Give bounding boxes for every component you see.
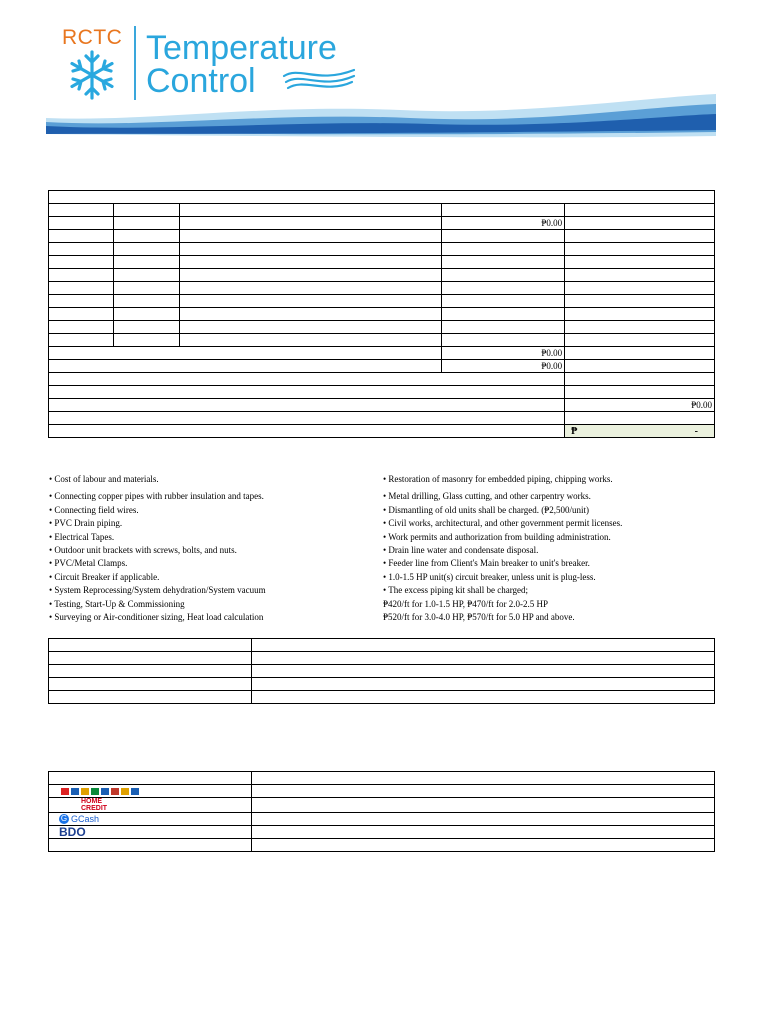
table-row (49, 243, 715, 256)
table-row (49, 772, 715, 785)
list-item: ₱520/ft for 3.0-4.0 HP, ₱570/ft for 5.0 HP and above. (383, 612, 575, 623)
table-row (49, 308, 715, 321)
payment-table (48, 771, 715, 852)
table-row (49, 282, 715, 295)
list-item: • Work permits and authorization from building administration. (383, 531, 611, 542)
table-row (49, 334, 715, 347)
bdo-logo: BDO (59, 824, 86, 839)
summary-row (49, 399, 715, 412)
total-row (49, 425, 715, 438)
brand-title-line1: Temperature (146, 29, 337, 67)
list-item: • PVC/Metal Clamps. (49, 558, 128, 569)
table-row (49, 256, 715, 269)
list-item: • PVC Drain piping. (49, 518, 123, 529)
table-row (49, 798, 715, 813)
table-row (49, 826, 715, 839)
table-row (49, 321, 715, 334)
table-row (49, 839, 715, 852)
list-item: • 1.0-1.5 HP unit(s) circuit breaker, unless unit is plug-less. (383, 571, 596, 582)
table-row (49, 785, 715, 798)
table-row (49, 269, 715, 282)
table-row (49, 665, 715, 678)
table-row (49, 678, 715, 691)
list-item: • Surveying or Air-conditioner sizing, Heat load calculation (49, 612, 264, 623)
total-currency: ₱ (571, 425, 578, 437)
item-amount: ₱0.00 (442, 217, 565, 230)
list-item: • Restoration of masonry for embedded piping, chipping works. (383, 474, 613, 484)
summary-row (49, 386, 715, 399)
brand-divider (134, 26, 136, 100)
header-wave-banner (0, 92, 768, 150)
table-row (49, 217, 715, 230)
list-item: • Circuit Breaker if applicable. (49, 571, 160, 582)
subtotal-row-2 (49, 360, 715, 373)
page-header (0, 0, 768, 150)
wind-waves-icon (282, 64, 356, 94)
list-item: • Connecting copper pipes with rubber insulation and tapes. (49, 491, 264, 502)
list-item: • Civil works, architectural, and other government permit licenses. (383, 518, 623, 529)
bank-cards-logo (51, 785, 249, 797)
grand-total (565, 425, 715, 438)
table-title-row (49, 191, 715, 204)
home-credit-logo: HOME CREDIT (81, 798, 108, 812)
list-item: • Cost of labour and materials. (49, 474, 159, 484)
list-item: • The excess piping kit shall be charged; (383, 585, 529, 596)
list-item: • Metal drilling, Glass cutting, and other carpentry works. (383, 491, 591, 502)
brand-title-line2: Control (146, 62, 256, 100)
table-row (49, 652, 715, 665)
table-row (49, 691, 715, 704)
list-item: • Testing, Start-Up & Commissioning (49, 598, 185, 609)
table-row (49, 813, 715, 826)
summary-row (49, 412, 715, 425)
table-row (49, 295, 715, 308)
list-item: • Feeder line from Client's Main breaker to unit's breaker. (383, 558, 590, 569)
table-header-row (49, 204, 715, 217)
quotation-table (48, 190, 715, 438)
inclusions-list (49, 473, 266, 624)
summary-row (49, 373, 715, 386)
list-item: • Electrical Tapes. (49, 531, 115, 542)
subtotal-row-1 (49, 347, 715, 360)
subtotal-2: ₱0.00 (442, 360, 565, 373)
subtotal-1: ₱0.00 (442, 347, 565, 360)
list-item: • Connecting field wires. (49, 504, 139, 515)
total-value: - (694, 425, 698, 437)
company-name: RCTC (62, 26, 123, 49)
terms-table (48, 638, 715, 704)
exclusions-list (383, 473, 622, 624)
list-item: • Outdoor unit brackets with screws, bolts, and nuts. (49, 545, 237, 556)
list-item: • System Reprocessing/System dehydration/System vacuum (49, 585, 266, 596)
list-item: ₱420/ft for 1.0-1.5 HP, ₱470/ft for 2.0-2.5 HP (383, 598, 549, 609)
table-row (49, 639, 715, 652)
gcash-logo: G GCash (60, 813, 100, 824)
summary-value: ₱0.00 (565, 399, 715, 412)
table-row (49, 230, 715, 243)
list-item: • Drain line water and condensate disposal. (383, 545, 539, 556)
list-item: • Dismantling of old units shall be charged. (₱2,500/unit) (383, 504, 589, 515)
